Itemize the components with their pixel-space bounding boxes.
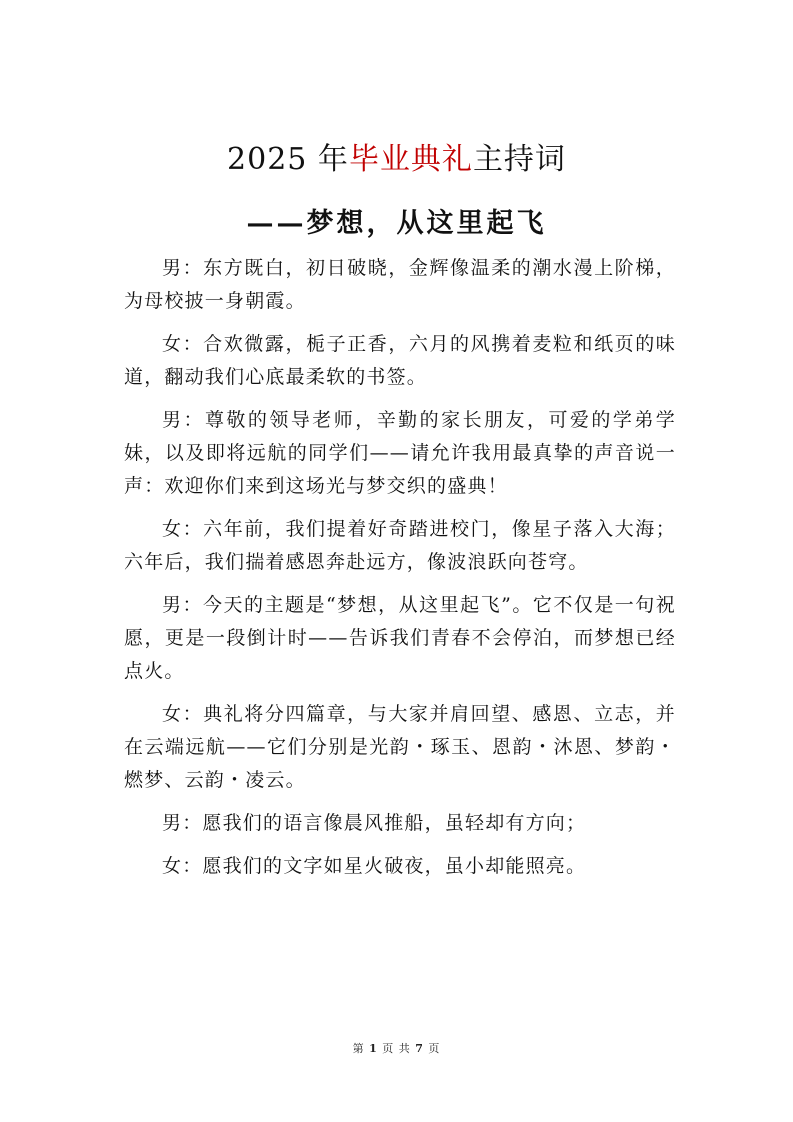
speaker-label: 男： — [162, 257, 204, 279]
paragraph — [124, 850, 676, 883]
speaker-label: 男： — [162, 409, 205, 431]
current-page-number: 1 — [369, 1042, 378, 1055]
speaker-label: 男： — [162, 812, 203, 834]
footer-label-mid: 页 共 — [382, 1042, 411, 1055]
speaker-label: 女： — [162, 333, 204, 355]
paragraph-text: 今天的主题是“梦想，从这里起飞”。它不仅是一句祝愿，更是一段倒计时——告诉我们青春不会停泊，而梦想已经点火。 — [124, 594, 676, 682]
paragraph — [124, 404, 676, 503]
paragraph — [124, 328, 676, 394]
speaker-label: 女： — [162, 518, 204, 540]
document-title — [0, 140, 793, 180]
paragraph-text: 东方既白，初日破晓，金辉像温柔的潮水漫上阶梯，为母校披一身朝霞。 — [124, 257, 676, 312]
paragraph — [124, 589, 676, 688]
document-subtitle: ——梦想，从这里起飞 — [246, 208, 547, 239]
paragraph — [124, 252, 676, 318]
paragraph-text: 愿我们的文字如星火破夜，虽小却能照亮。 — [202, 855, 587, 877]
paragraph — [124, 513, 676, 579]
paragraph-text: 典礼将分四篇章，与大家并肩回望、感恩、立志，并在云端远航——它们分别是光韵・琢玉、恩韵・沐恩、梦韵・燃梦、云韵・凌云。 — [124, 703, 676, 791]
title-year: 2025 年 — [227, 142, 349, 177]
paragraph-text: 愿我们的语言像晨风推船，虽轻却有方向； — [202, 812, 587, 834]
speaker-label: 男： — [162, 594, 203, 616]
speaker-label: 女： — [162, 703, 204, 725]
footer-label-prefix: 第 — [352, 1042, 365, 1055]
paragraph — [124, 698, 676, 797]
title-suffix: 主持词 — [472, 142, 566, 177]
page-footer — [0, 1042, 793, 1056]
title-highlight: 毕业典礼 — [348, 142, 473, 177]
paragraph-text: 六年前，我们提着好奇踏进校门，像星子落入大海；六年后，我们揣着感恩奔赴远方，像波浪跃向苍穹。 — [124, 518, 676, 573]
footer-label-suffix: 页 — [428, 1042, 441, 1055]
paragraph-text: 合欢微露，栀子正香，六月的风携着麦粒和纸页的味道，翻动我们心底最柔软的书签。 — [124, 333, 676, 388]
total-pages-number: 7 — [415, 1042, 424, 1055]
paragraph — [124, 807, 676, 840]
paragraph-text: 尊敬的领导老师，辛勤的家长朋友，可爱的学弟学妹，以及即将远航的同学们——请允许我用最真挚的声音说一声：欢迎你们来到这场光与梦交织的盛典！ — [124, 409, 677, 497]
document-body — [124, 252, 676, 893]
speaker-label: 女： — [162, 855, 203, 877]
